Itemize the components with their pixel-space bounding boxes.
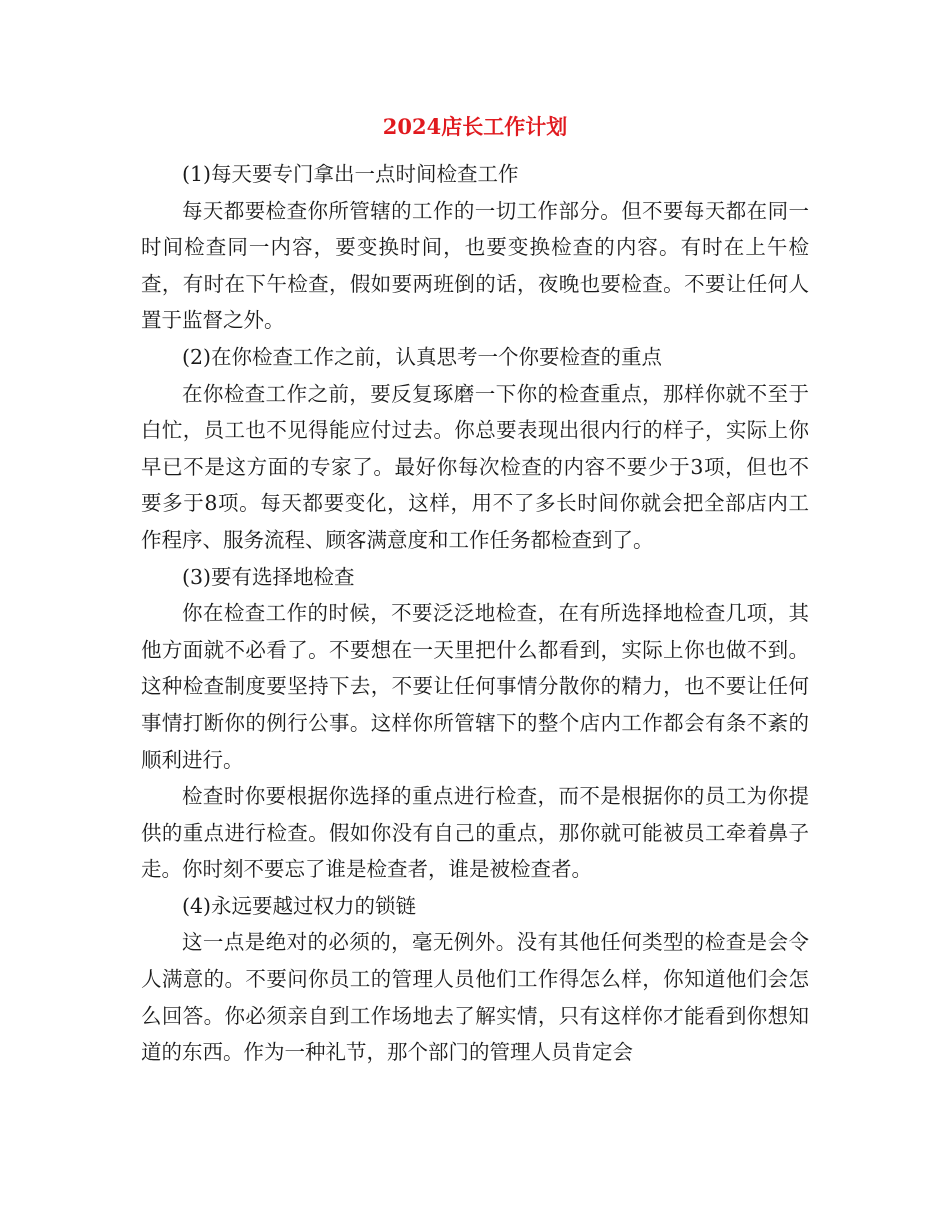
paragraph-heading-4: (4)永远要越过权力的锁链 <box>182 893 417 918</box>
paragraph: 你在检查工作的时候，不要泛泛地检查，在有所选择地检查几项，其他方面就不必看了。不要想在一天里把什么都看到，实际上你也做不到。这种检查制度要坚持下去，不要让任何事情分散你的精力，也不要让任何事情打断你的例行公事。这样你所管辖下的整个店内工作都会有条不紊的顺利进行。 <box>141 601 809 772</box>
paragraph: 每天都要检查你所管辖的工作的一切工作部分。但不要每天都在同一时间检查同一内容，要变换时间，也要变换检查的内容。有时在上午检查，有时在下午检查，假如要两班倒的话，夜晚也要检查。不要让任何人置于监督之外。 <box>141 198 809 333</box>
paragraph: 在你检查工作之前，要反复琢磨一下你的检查重点，那样你就不至于白忙，员工也不见得能应付过去。你总要表现出很内行的样子，实际上你早已不是这方面的专家了。最好你每次检查的内容不要少于3项，但也不要多于8项。每天都要变化，这样，用不了多长时间你就会把全部店内工作程序、服务流程、顾客满意度和工作任务都检查到了。 <box>141 381 809 552</box>
document-body <box>141 156 809 1071</box>
paragraph-heading-1: (1)每天要专门拿出一点时间检查工作 <box>182 162 519 186</box>
paragraph: 检查时你要根据你选择的重点进行检查，而不是根据你的员工为你提供的重点进行检查。假如你没有自己的重点，那你就可能被员工牵着鼻子走。你时刻不要忘了谁是检查者，谁是被检查者。 <box>141 784 809 882</box>
document-title: 2024店长工作计划 <box>382 114 568 139</box>
paragraph-heading-3: (3)要有选择地检查 <box>182 564 355 589</box>
paragraph-heading-2: (2)在你检查工作之前，认真思考一个你要检查的重点 <box>182 344 663 369</box>
paragraph: 这一点是绝对的必须的，毫无例外。没有其他任何类型的检查是会令人满意的。不要问你员工的管理人员他们工作得怎么样，你知道他们会怎么回答。你必须亲自到工作场地去了解实情，只有这样你才能看到你想知道的东西。作为一种礼节，那个部门的管理人员肯定会 <box>141 930 809 1065</box>
